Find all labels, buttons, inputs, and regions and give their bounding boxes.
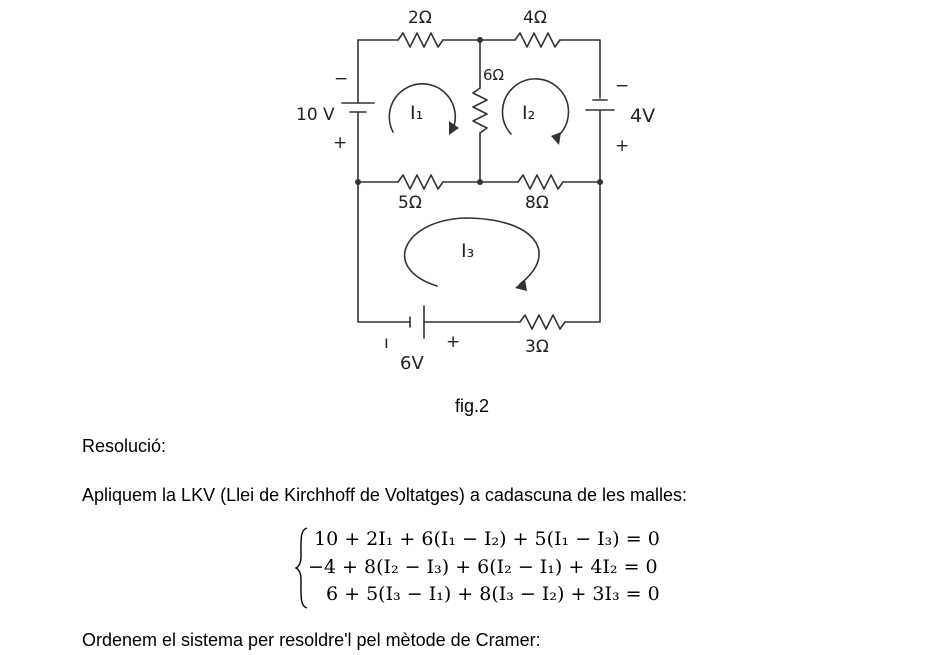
resistor-3ohm <box>520 315 565 329</box>
polarity-right-bottom: + <box>615 136 630 156</box>
equation-mesh-1: 10 + 2I₁ + 6(I₁ − I₂) + 5(I₁ − I₃) = 0 <box>314 528 660 550</box>
polarity-bottom-right: + <box>446 332 461 352</box>
arrowhead-i3 <box>515 279 527 291</box>
label-r-mid-right: 8Ω <box>525 193 549 213</box>
brace-icon <box>295 526 309 610</box>
resistor-8ohm <box>518 175 563 189</box>
label-r-top-right: 4Ω <box>523 8 547 28</box>
resistor-5ohm <box>398 175 443 189</box>
equation-mesh-2: −4 + 8(I₂ − I₃) + 6(I₂ − I₁) + 4I₂ = 0 <box>308 556 658 578</box>
equation-mesh-3: 6 + 5(I₃ − I₁) + 8(I₃ − I₂) + 3I₃ = 0 <box>326 583 660 605</box>
polarity-bottom-left: ı <box>384 333 389 353</box>
mesh-arrow-i2 <box>502 79 568 136</box>
label-r-middle: 6Ω <box>483 66 505 84</box>
polarity-left-top: − <box>334 69 349 89</box>
label-r-top-left: 2Ω <box>408 8 432 28</box>
node-mid-center <box>477 179 483 185</box>
section-heading: Resolució: <box>82 436 167 456</box>
node-mid-right <box>597 179 603 185</box>
label-r-bottom: 3Ω <box>525 337 549 357</box>
wire-top-right <box>560 40 600 98</box>
resistor-4ohm <box>515 33 560 47</box>
label-v-bottom: 6V <box>400 353 424 374</box>
resistor-6ohm <box>473 88 487 133</box>
label-v-right: 4V <box>630 105 656 127</box>
resistor-2ohm <box>398 33 443 47</box>
mesh-label-i1: I₁ <box>410 102 424 124</box>
label-r-mid-left: 5Ω <box>398 193 422 213</box>
figure-caption: fig.2 <box>455 396 490 416</box>
polarity-left-bottom: + <box>333 133 348 153</box>
wire-bottom-right <box>565 182 600 322</box>
arrowhead-i2 <box>551 132 561 145</box>
node-mid-left <box>355 179 361 185</box>
node-top-middle <box>477 37 483 43</box>
label-v-left: 10 V <box>296 105 335 125</box>
cramer-paragraph: Ordenem el sistema per resoldre'l pel mètode de Cramer: <box>82 630 541 650</box>
polarity-right-top: − <box>615 76 630 96</box>
equation-system <box>295 526 675 610</box>
intro-paragraph: Apliquem la LKV (Llei de Kirchhoff de Voltatges) a cadascuna de les malles: <box>82 485 688 505</box>
mesh-label-i3: I₃ <box>461 240 475 262</box>
mesh-label-i2: I₂ <box>522 102 536 124</box>
